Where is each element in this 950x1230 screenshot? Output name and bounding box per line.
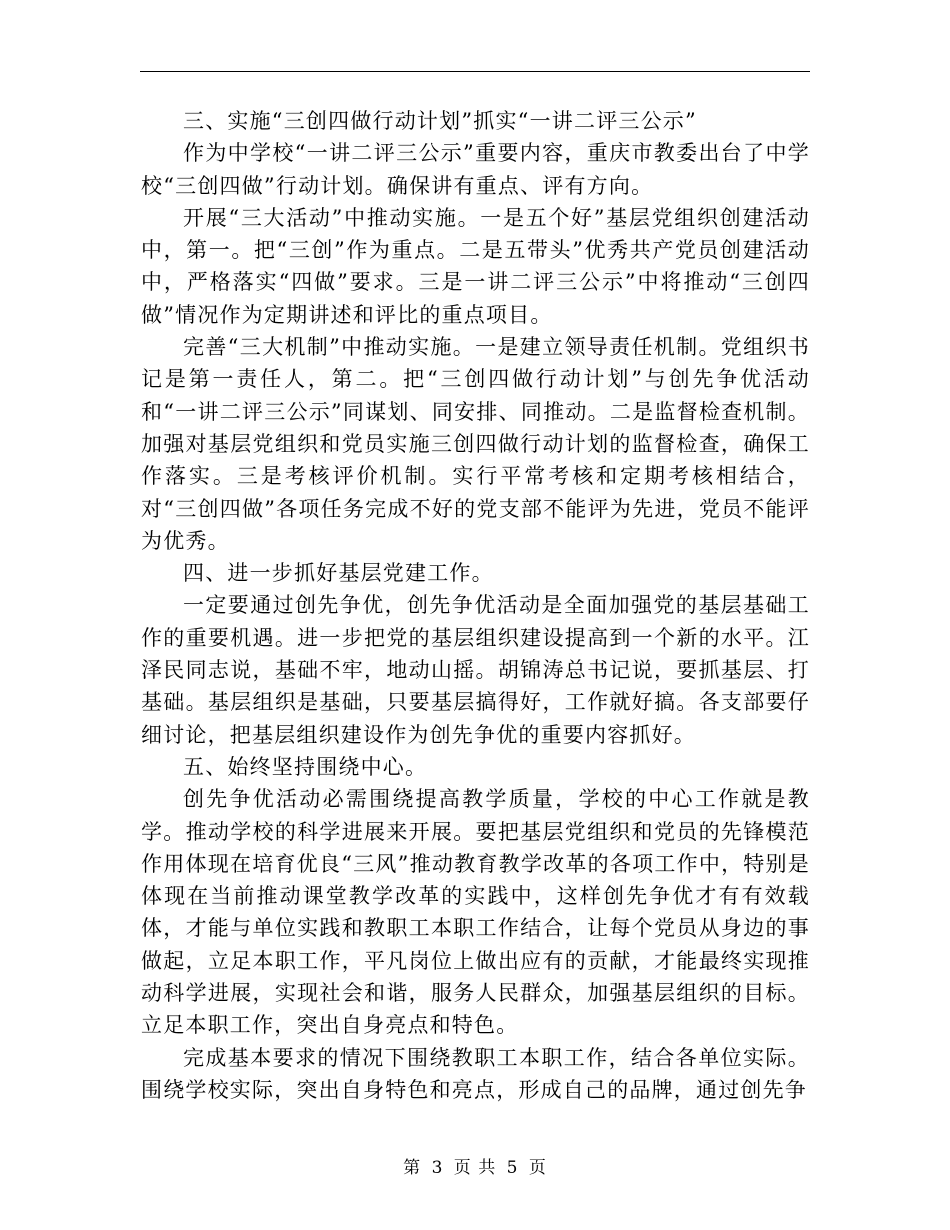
paragraph: 完善“三大机制”中推动实施。一是建立领导责任机制。党组织书记是第一责任人，第二。把“三创四做行动计划”与创先争优活动和“一讲二评三公示”同谋划、同安排、同推动。二是监督检查机制。加强对基层党组织和党员实施三创四做行动计划的监督检查，确保工作落实。三是考核评价机制。实行平常考核和定期考核相结合，对“三创四做”各项任务完成不好的党支部不能评为先进，党员不能评为优秀。 bbox=[141, 335, 810, 553]
footer-middle: 页 共 bbox=[453, 1158, 497, 1178]
paragraph: 作为中学校“一讲二评三公示”重要内容，重庆市教委出台了中学校“三创四做”行动计划。确保讲有重点、评有方向。 bbox=[141, 141, 810, 198]
paragraph: 创先争优活动必需围绕提高教学质量，学校的中心工作就是教学。推动学校的科学进展来开展。要把基层党组织和党员的先锋模范作用体现在培育优良“三风”推动教育教学改革的各项工作中，特别是体现在当前推动课堂教学改革的实践中，这样创先争优才有有效载体，才能与单位实践和教职工本职工作结合，让每个党员从身边的事做起，立足本职工作，平凡岗位上做出应有的贡献，才能最终实现推动科学进展，实现社会和谐，服务人民群众，加强基层组织的目标。立足本职工作，突出自身亮点和特色。 bbox=[141, 787, 810, 1038]
section-heading-3: 三、实施“三创四做行动计划”抓实“一讲二评三公示” bbox=[183, 109, 697, 133]
paragraph: 一定要通过创先争优，创先争优活动是全面加强党的基层基础工作的重要机遇。进一步把党的基层组织建设提高到一个新的水平。江泽民同志说，基础不牢，地动山摇。胡锦涛总书记说，要抓基层、打基础。基层组织是基础，只要基层搞得好，工作就好搞。各支部要仔细讨论，把基层组织建设作为创先争优的重要内容抓好。 bbox=[141, 593, 810, 747]
footer-prefix: 第 bbox=[403, 1158, 422, 1178]
paragraph: 完成基本要求的情况下围绕教职工本职工作，结合各单位实际。围绕学校实际，突出自身特色和亮点，形成自己的品牌，通过创先争 bbox=[141, 1045, 810, 1102]
footer-suffix: 页 bbox=[528, 1158, 547, 1178]
page-footer bbox=[0, 1153, 950, 1178]
header-rule bbox=[140, 71, 810, 72]
section-heading-4: 四、进一步抓好基层党建工作。 bbox=[183, 561, 494, 586]
section-heading-5: 五、始终坚持围绕中心。 bbox=[183, 754, 428, 779]
footer-total-pages: 5 bbox=[506, 1158, 519, 1178]
paragraph: 开展“三大活动”中推动实施。一是五个好”基层党组织创建活动中，第一。把“三创”作为重点。二是五带头”优秀共产党员创建活动中，严格落实“四做”要求。三是一讲二评三公示”中将推动“三创四做”情况作为定期讲述和评比的重点项目。 bbox=[141, 205, 810, 327]
footer-current-page: 3 bbox=[431, 1158, 444, 1178]
document-body bbox=[141, 105, 810, 1106]
